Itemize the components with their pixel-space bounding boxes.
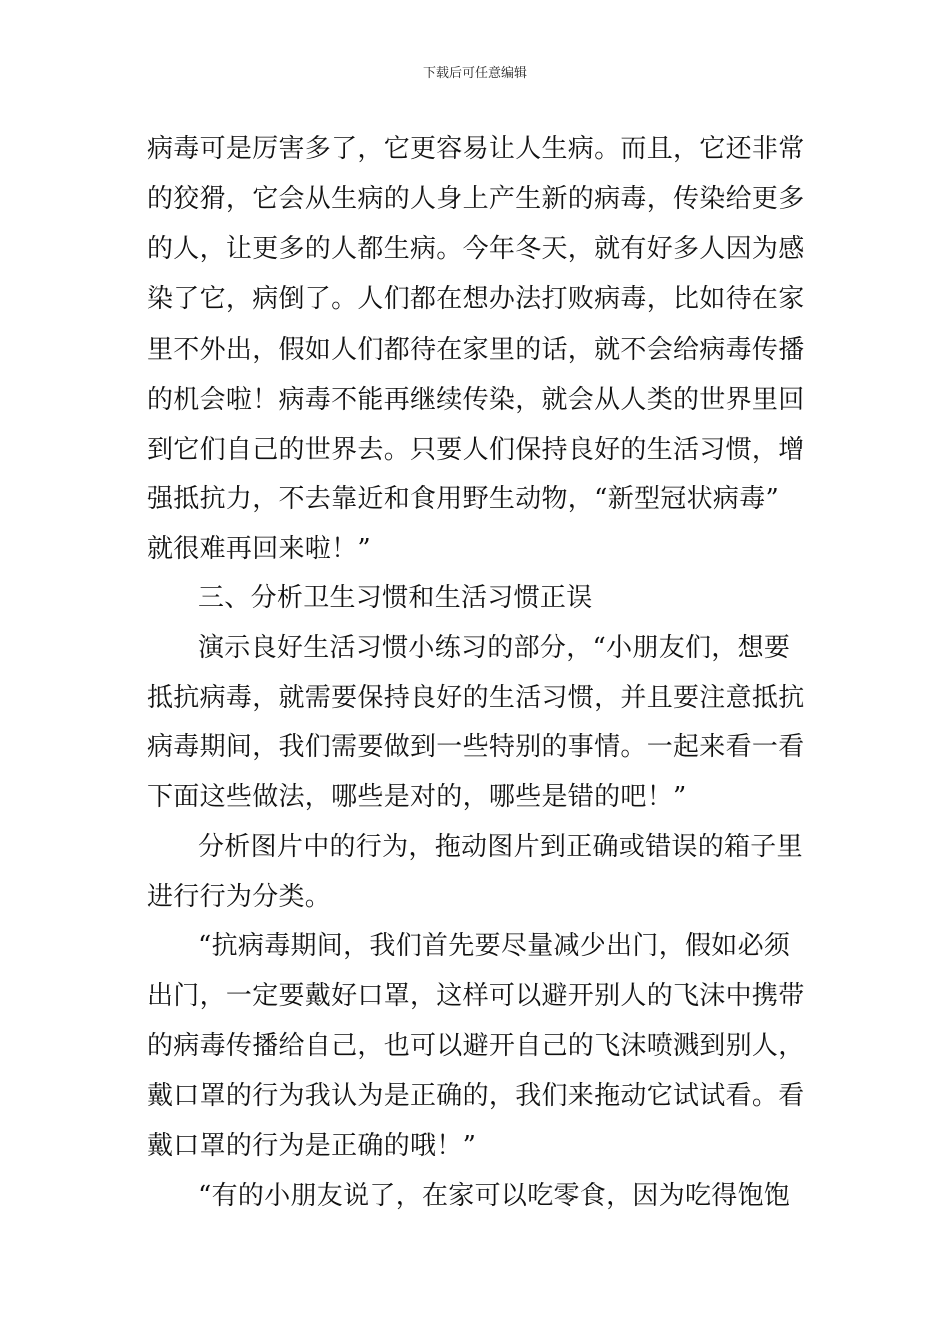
text-line: 分析图片中的行为，拖动图片到正确或错误的箱子里 xyxy=(198,832,803,862)
text-line: 戴口罩的行为是正确的哦！” xyxy=(147,1131,477,1161)
text-line: 抵抗病毒，就需要保持良好的生活习惯，并且要注意抵抗 xyxy=(147,683,805,713)
text-line: 到它们自己的世界去。只要人们保持良好的生活习惯，增 xyxy=(147,435,805,465)
text-line: 的人，让更多的人都生病。今年冬天，就有好多人因为感 xyxy=(147,234,805,264)
text-line: 的狡猾，它会从生病的人身上产生新的病毒，传染给更多 xyxy=(147,184,805,214)
text-line: “有的小朋友说了，在家可以吃零食，因为吃得饱饱 xyxy=(198,1181,791,1211)
section-heading: 三、分析卫生习惯和生活习惯正误 xyxy=(198,583,593,613)
text-line: 病毒期间，我们需要做到一些特别的事情。一起来看一看 xyxy=(147,732,805,762)
text-line: 强抵抗力，不去靠近和食用野生动物，“新型冠状病毒” xyxy=(147,484,780,514)
text-line: 下面这些做法，哪些是对的，哪些是错的吧！” xyxy=(147,782,687,812)
text-line: 染了它，病倒了。人们都在想办法打败病毒，比如待在家 xyxy=(147,284,805,314)
text-line: 的机会啦！病毒不能再继续传染，就会从人类的世界里回 xyxy=(147,385,805,415)
page-header: 下载后可任意编辑 xyxy=(422,66,527,81)
text-line: 演示良好生活习惯小练习的部分，“小朋友们，想要 xyxy=(198,633,791,663)
text-line: 的病毒传播给自己，也可以避开自己的飞沫喷溅到别人， xyxy=(147,1031,805,1061)
text-line: 出门，一定要戴好口罩，这样可以避开别人的飞沫中携带 xyxy=(147,981,805,1011)
text-line: 进行行为分类。 xyxy=(147,882,332,912)
text-line: 就很难再回来啦！” xyxy=(147,534,371,564)
text-line: 里不外出，假如人们都待在家里的话，就不会给病毒传播 xyxy=(147,335,805,365)
text-line: 戴口罩的行为我认为是正确的，我们来拖动它试试看。看 xyxy=(147,1081,805,1111)
text-line: 病毒可是厉害多了，它更容易让人生病。而且，它还非常 xyxy=(147,134,805,164)
text-line: “抗病毒期间，我们首先要尽量减少出门，假如必须 xyxy=(198,931,791,961)
